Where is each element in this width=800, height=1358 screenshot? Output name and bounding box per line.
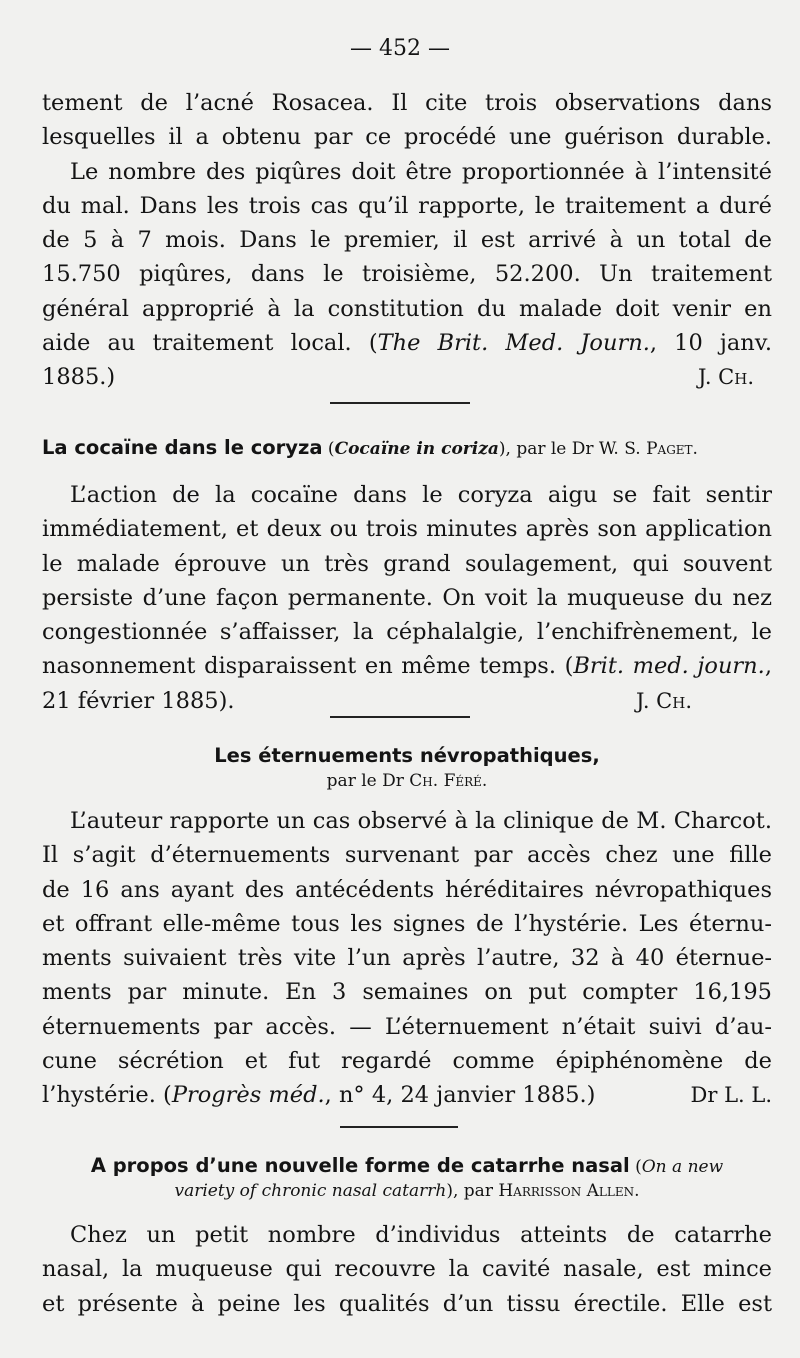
text-line: ments par minute. En 3 semaines on put compter 16,195 [42,979,772,1006]
separator-rule [330,716,470,718]
citation-journal: Brit. med. journ. [573,653,765,680]
text-fragment: , [764,653,772,680]
text-line: et présente à peine les qualités d’un tissu érectile. Elle est [42,1290,772,1317]
text-line [42,1078,772,1112]
text-line: nasal, la muqueuse qui recouvre la cavité nasale, est mince [42,1256,772,1283]
text-fragment: l’hystérie. ( [42,1082,172,1109]
text-line [42,649,772,683]
text-line: L’auteur rapporte un cas observé à la clinique de M. Charcot. [70,808,772,834]
text-line: congestionnée s’affaisser, la céphalalgie, l’enchifrènement, le [42,619,772,646]
text-line: le malade éprouve un très grand soulagement, qui souvent [42,550,772,577]
text-line: Le nombre des piqûres doit être proportionnée à l’intensité [70,158,772,185]
text-fragment: 21 février 1885). [42,687,235,714]
text-fragment: ), par le [498,439,572,459]
text-line: général approprié à la constitution du malade doit venir en [42,295,772,322]
section-catarrhe-heading [42,1154,772,1201]
article-heading [42,1154,772,1177]
text-line: ments suivaient très vite l’un après l’autre, 32 à 40 éternue- [42,945,772,972]
separator-rule [340,1126,458,1128]
citation-journal: Progrès méd. [171,1082,325,1109]
text-line: de 5 à 7 mois. Dans le premier, il est arrivé à un total de [42,227,772,254]
text-fragment: aide au traitement local. ( [42,330,378,357]
signature: J. Ch. [698,365,754,390]
text-fragment: 1885.) [42,364,116,391]
text-line: cune sécrétion et fut regardé comme épiphénomène de [42,1048,772,1075]
author-name: Harrisson Allen. [498,1181,640,1201]
article-heading [42,436,772,459]
text-line: de 16 ans ayant des antécédents héréditaires névropathiques [42,876,772,903]
heading-translation: Cocaïne in coriza [334,439,499,459]
text-fragment: ( [322,439,335,459]
author-name: Ch. Féré. [403,771,488,791]
text-line: persiste d’une façon permanente. On voit la muqueuse du nez [42,584,772,611]
section-eternuements-body [42,804,772,1113]
text-fragment: , n° 4, 24 janvier 1885.) [324,1082,596,1109]
author-title: Dr [382,771,404,791]
page-number: — 452 — [350,36,450,61]
text-fragment: nasonnement disparaissent en même temps. ( [42,653,574,680]
text-fragment: ), par [446,1181,499,1201]
text-line: 15.750 piqûres, dans le troisième, 52.200. Un traitement [42,261,772,288]
heading-translation: variety of chronic nasal catarrh [174,1181,447,1201]
citation-journal: The Brit. Med. Journ. [377,330,650,357]
heading-title: La cocaïne dans le coryza [42,436,323,459]
byline [42,771,772,791]
text-fragment: , 10 janv. [649,330,772,357]
text-line: tement de l’acné Rosacea. Il cite trois observations dans [42,90,772,116]
author-title: Dr [571,439,594,459]
text-line: du mal. Dans les trois cas qu’il rapporte, le traitement a duré [42,192,772,219]
text-line [42,326,772,360]
section-cocaine-coryza [42,436,772,459]
heading-translation: On a new [641,1157,724,1177]
text-fragment: ( [629,1157,642,1177]
section-catarrhe-body [42,1218,772,1321]
heading-title: A propos d’une nouvelle forme de catarrhe nasal [90,1154,630,1177]
text-line: Chez un petit nombre d’individus atteints de catarrhe [70,1222,772,1248]
section-cocaine-body [42,478,772,718]
text-line [42,684,772,718]
separator-rule [330,402,470,404]
article-heading: Les éternuements névropathiques, [214,744,600,767]
author-name: W. S. Paget. [593,439,698,459]
text-line [42,360,772,394]
text-line: et offrant elle-même tous les signes de l’hystérie. Les éternu- [42,910,772,937]
text-line: immédiatement, et deux ou trois minutes après son application [42,516,772,543]
text-line: éternuements par accès. — L’éternuement n’était suivi d’au- [42,1013,772,1040]
signature: Dr L. L. [690,1083,772,1108]
text-line: L’action de la cocaïne dans le coryza aigu se fait sentir [70,482,772,508]
section-acne-continuation [42,86,772,395]
section-eternuements-heading [42,744,772,791]
heading-continuation [42,1181,772,1201]
text-line: lesquelles il a obtenu par ce procédé une guérison durable. [42,124,772,151]
signature: J. Ch. [636,688,692,713]
text-line: Il s’agit d’éternuements survenant par accès chez une fille [42,842,772,869]
text-fragment: par le [326,771,383,791]
